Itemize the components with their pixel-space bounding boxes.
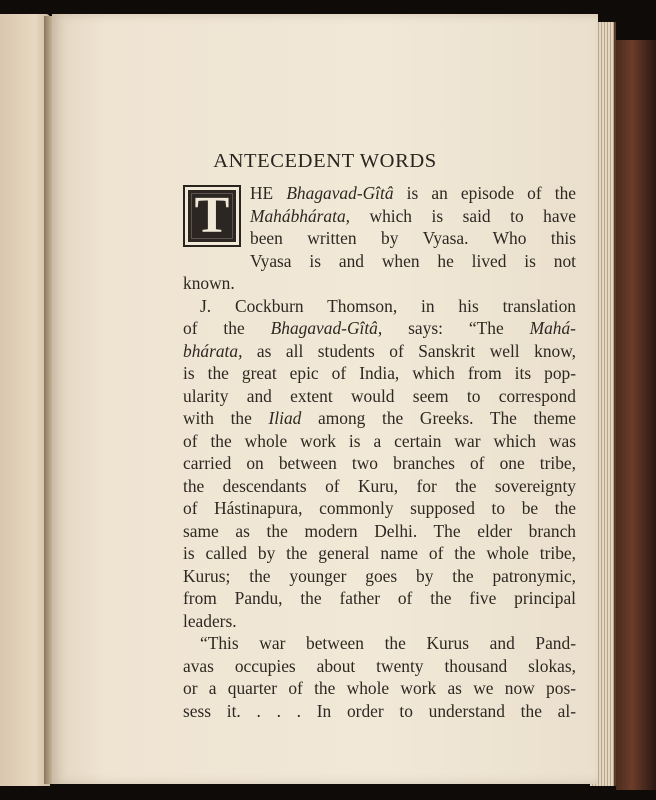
text-segment: avas occupies about twenty thousand slokas,	[183, 655, 576, 676]
text-segment: HE	[250, 183, 287, 203]
text-line	[183, 295, 576, 318]
drop-cap-letter: T	[188, 190, 236, 242]
text-segment: Vyasa is and when he lived is not	[250, 250, 576, 271]
text-segment: as all students of Sanskrit well know,	[242, 340, 576, 361]
text-line	[183, 587, 576, 610]
text-line	[183, 385, 576, 408]
text-segment: same as the modern Delhi. The elder branch	[183, 520, 576, 541]
italic-text: Iliad	[268, 408, 302, 428]
text-line	[183, 430, 576, 453]
drop-cap	[183, 185, 241, 247]
text-line	[183, 677, 576, 700]
text-line	[183, 250, 576, 273]
text-line	[183, 700, 576, 723]
text-line	[183, 632, 576, 655]
text-segment: of Hástinapura, commonly supposed to be the	[183, 498, 576, 518]
text-segment: known.	[183, 273, 235, 293]
text-line	[183, 362, 576, 385]
text-line	[183, 272, 576, 295]
text-segment: of the	[183, 318, 271, 338]
text-segment: or a quarter of the whole work as we now pos-	[183, 678, 576, 698]
italic-text: Bhagavad-Gîtâ,	[270, 318, 383, 338]
book-page	[52, 14, 598, 784]
text-segment: is the great epic of India, which from its pop-	[183, 363, 576, 383]
text-line	[183, 542, 576, 565]
text-segment: been written by Vyasa. Who this	[250, 228, 576, 248]
text-segment: of the whole work is a certain war which was	[183, 430, 576, 451]
text-segment: which is said to have	[350, 205, 576, 226]
italic-text: Mahábhárata,	[250, 205, 350, 226]
italic-text: Bhagavad-Gîtâ	[286, 183, 394, 203]
text-segment: from Pandu, the father of the five principal	[183, 588, 576, 608]
chapter-title: ANTECEDENT WORDS	[213, 150, 437, 172]
text-line	[183, 565, 576, 588]
text-segment: J. Cockburn Thomson, in his translation	[200, 295, 576, 316]
text-line	[183, 227, 576, 250]
italic-text: bhárata,	[183, 340, 243, 361]
text-segment: sess it. . . . In order to understand the al-	[183, 700, 576, 721]
text-segment: carried on between two branches of one tribe,	[183, 453, 576, 473]
text-segment: the descendants of Kuru, for the sovereignty	[183, 475, 576, 496]
text-segment: leaders.	[183, 610, 237, 631]
text-line	[183, 205, 576, 228]
text-line	[183, 475, 576, 498]
text-segment: Kurus; the younger goes by the patronymic,	[183, 565, 576, 586]
text-line	[183, 655, 576, 678]
text-segment: among the Greeks. The theme	[301, 408, 577, 428]
text-line	[183, 407, 576, 430]
italic-text: Mahá-	[529, 318, 576, 338]
text-line	[183, 317, 576, 340]
text-segment: “This war between the Kurus and Pand-	[200, 633, 576, 653]
text-line	[183, 610, 576, 633]
book-cover-edge	[616, 40, 656, 790]
text-line	[183, 497, 576, 520]
text-line	[183, 452, 576, 475]
text-line	[183, 520, 576, 543]
text-segment: ularity and extent would seem to correspond	[183, 385, 576, 406]
text-segment: with the	[183, 408, 269, 428]
text-segment: says: “The	[382, 318, 530, 338]
text-line	[183, 340, 576, 363]
text-line	[183, 182, 576, 205]
body-text	[183, 182, 576, 722]
text-lines	[183, 182, 576, 722]
left-page-edge	[0, 14, 50, 786]
text-segment: is an episode of the	[393, 183, 577, 203]
text-segment: is called by the general name of the whole tribe,	[183, 543, 576, 563]
